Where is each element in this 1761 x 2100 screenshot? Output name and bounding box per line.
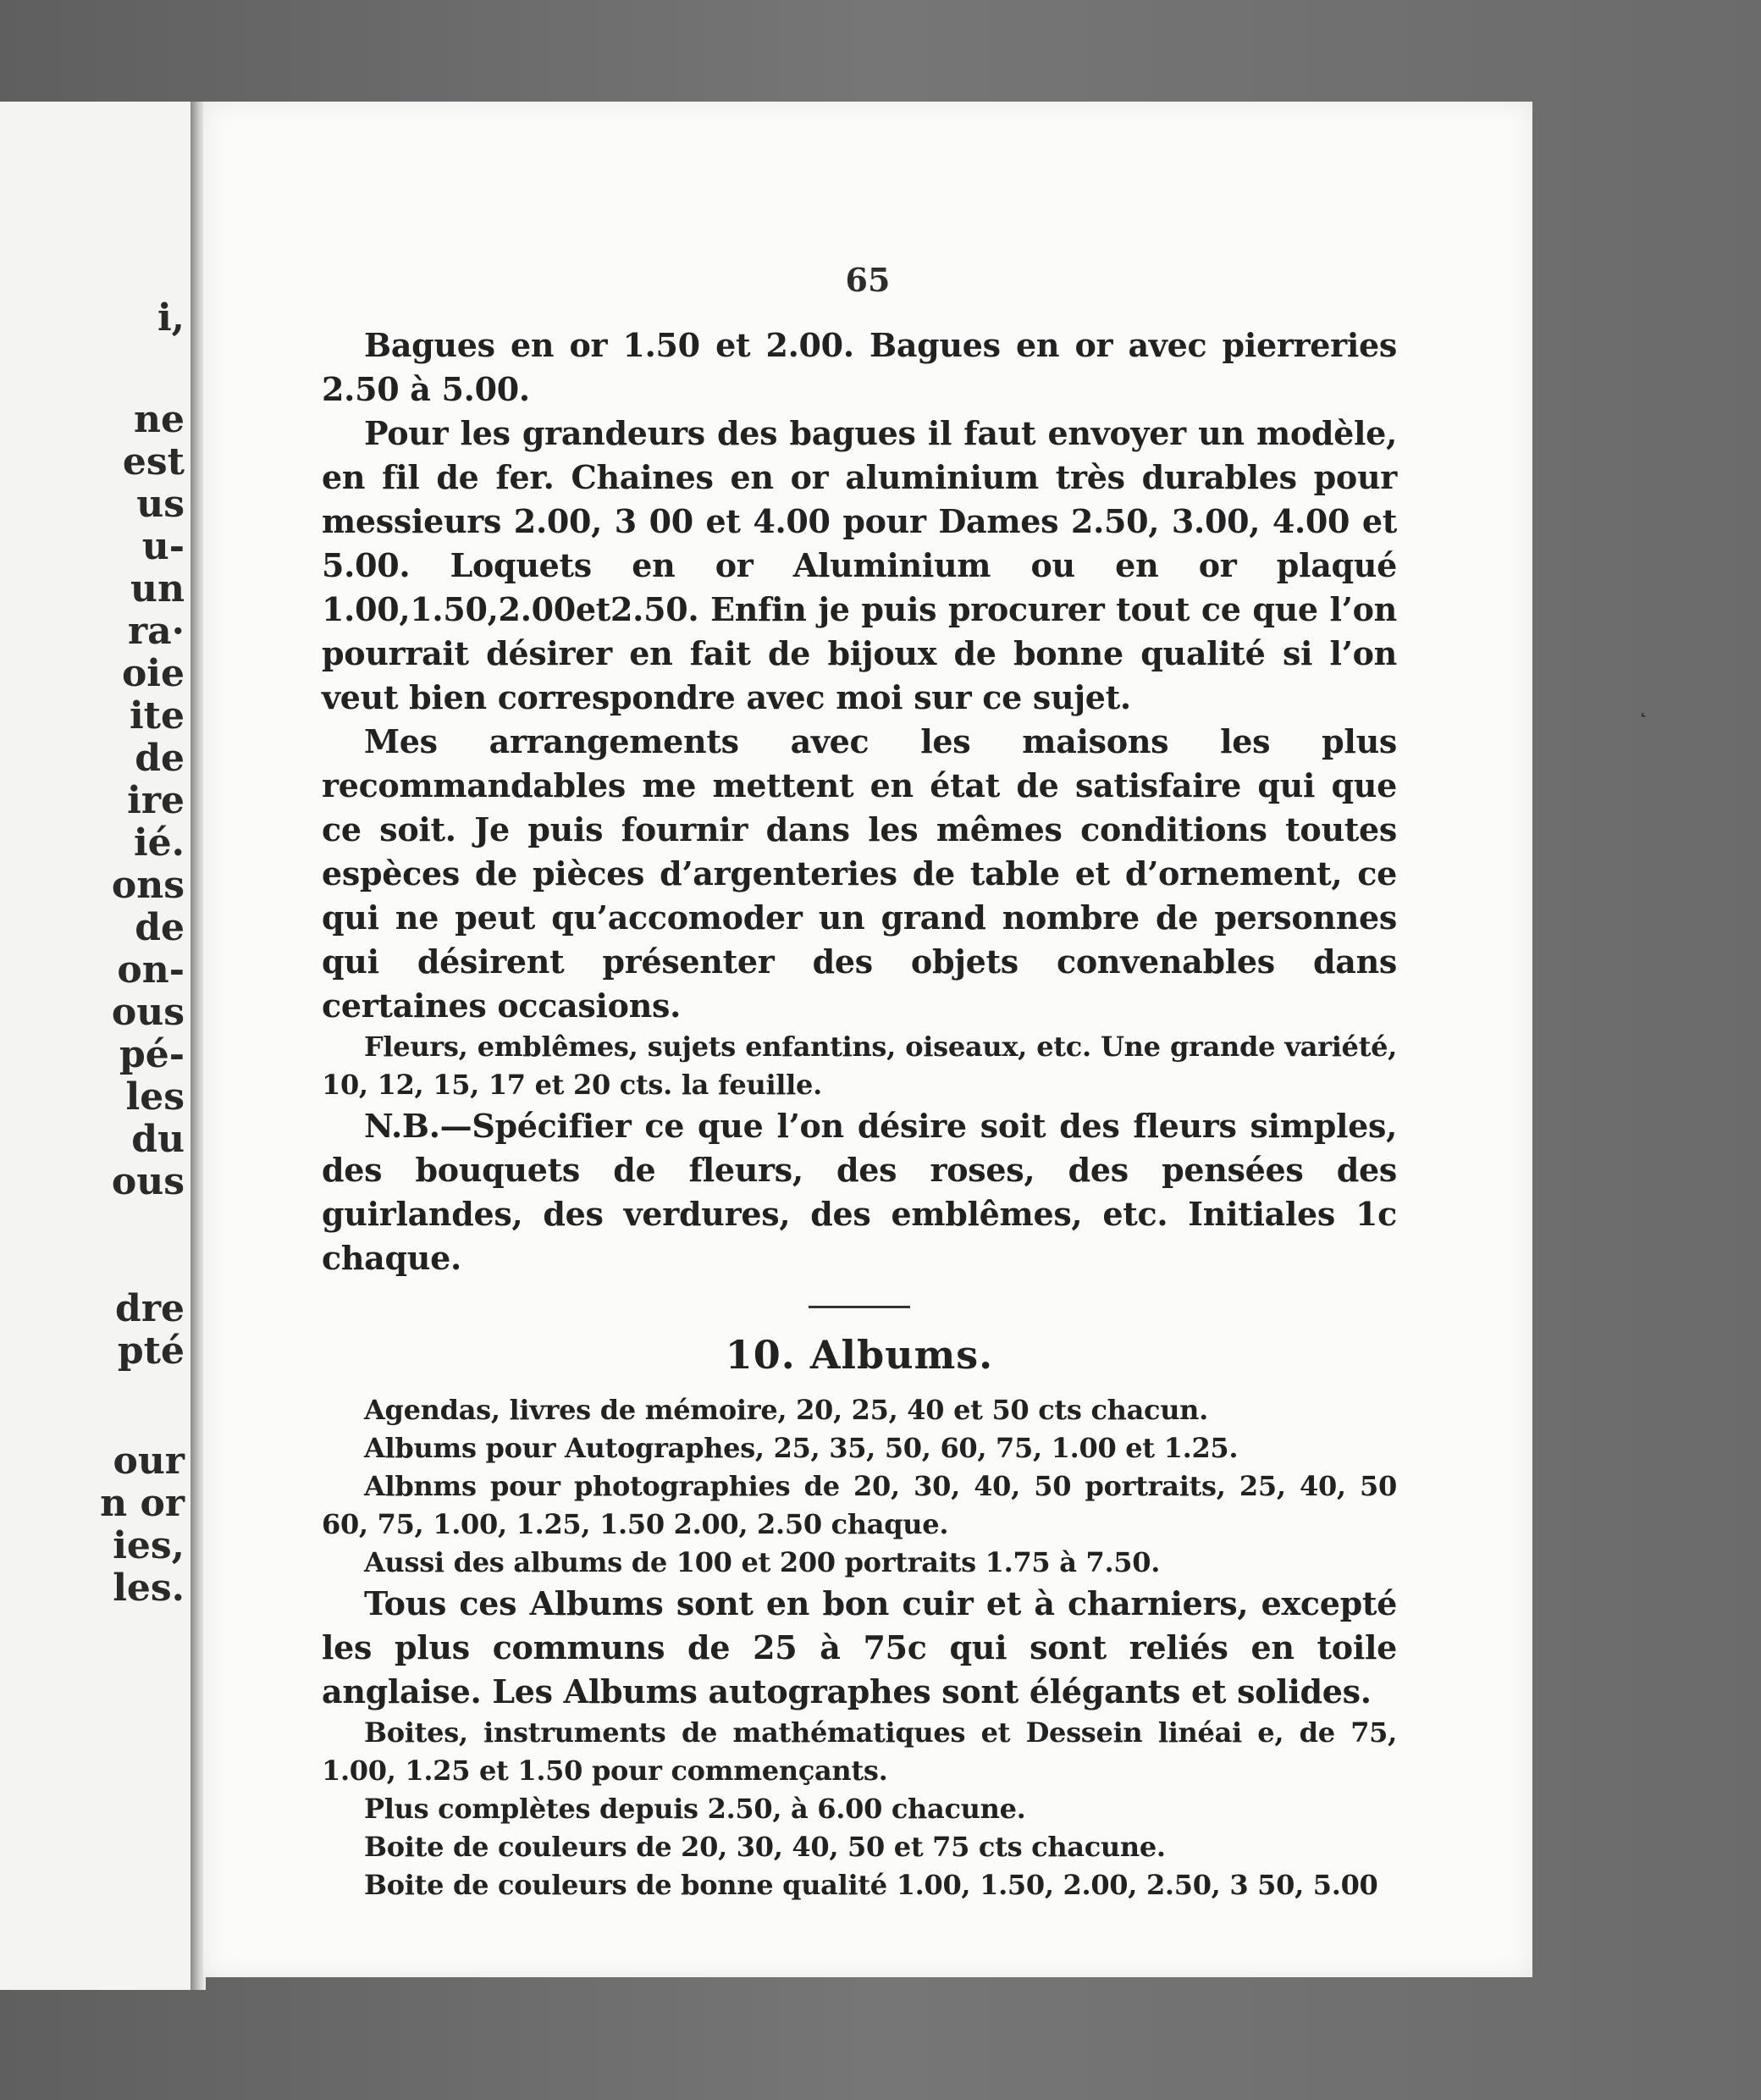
previous-page-fragment: ne	[134, 398, 185, 441]
paragraph-block	[322, 323, 1397, 1280]
paragraph: Boite de couleurs de 20, 30, 40, 50 et 75 cts chacune.	[364, 1831, 1166, 1863]
previous-page-fragment: on-	[117, 948, 185, 992]
previous-page-fragment: ous	[111, 1160, 185, 1203]
previous-page-fragment: dre	[115, 1287, 185, 1330]
previous-page-fragment: est	[122, 440, 185, 484]
paragraph: Aussi des albums de 100 et 200 portraits 1.75 à 7.50.	[364, 1546, 1161, 1578]
previous-page-fragment: ies,	[113, 1524, 185, 1567]
paragraph: Albums pour Autographes, 25, 35, 50, 60, 75, 1.00 et 1.25.	[364, 1432, 1239, 1464]
section-title: 10. Albums.	[725, 1332, 994, 1378]
previous-page-fragment: du	[131, 1118, 185, 1161]
paragraph: Boite de couleurs de bonne qualité 1.00, 1.50, 2.00, 2.50, 3 50, 5.00	[364, 1869, 1378, 1901]
previous-page-fragment: us	[136, 483, 185, 526]
paragraph: Plus complètes depuis 2.50, à 6.00 chacune.	[364, 1793, 1026, 1825]
paragraph: Mes arrangements avec les maisons les plus recommandables me mettent en état de satisfaire qui que ce soit. Je puis fournir dans les mêmes conditions toutes espèces de pièces d’argenteries de table et d’ornement, ce qui ne peut qu’accomoder un grand nombre de personnes qui désirent présenter des objets convenables dans certaines occasions.	[322, 722, 1397, 1025]
paragraph: Tous ces Albums sont en bon cuir et à charniers, excepté les plus communs de 25 à 75c qui sont reliés en toile anglaise. Les Albums autographes sont élégants et solides.	[322, 1584, 1397, 1710]
paragraph: Agendas, livres de mémoire, 20, 25, 40 et 50 cts chacun.	[364, 1394, 1208, 1426]
previous-page-fragment: oie	[121, 652, 185, 695]
paragraph: Fleurs, emblêmes, sujets enfantins, oiseaux, etc. Une grande variété, 10, 12, 15, 17 et 20 cts. la feuille.	[322, 1031, 1397, 1101]
previous-page-fragment: n or	[100, 1482, 185, 1525]
scan-speck: ˛	[1638, 694, 1648, 718]
previous-page-fragment: ons	[111, 864, 185, 907]
previous-page-fragment: ite	[129, 694, 185, 738]
previous-page-fragment: ire	[127, 779, 185, 822]
previous-page-fragment: de	[135, 737, 185, 780]
previous-page-fragment: ous	[111, 991, 185, 1034]
previous-page-fragment: ié.	[133, 821, 185, 865]
paragraph: Boites, instruments de mathématiques et Dessein linéai e, de 75, 1.00, 1.25 et 1.50 pour commençants.	[322, 1716, 1397, 1787]
previous-page-fragment: les	[125, 1075, 185, 1119]
previous-page-fragment: pé-	[119, 1033, 185, 1076]
page-number: 65	[845, 261, 891, 299]
section-paragraph-block	[322, 1391, 1397, 1904]
book-page	[203, 102, 1532, 1977]
previous-page-fragment: pté	[117, 1329, 185, 1373]
paragraph: Bagues en or 1.50 et 2.00. Bagues en or avec pierreries 2.50 à 5.00.	[322, 326, 1397, 408]
previous-page-fragment: our	[113, 1440, 185, 1483]
paragraph: Albnms pour photographies de 20, 30, 40, 50 portraits, 25, 40, 50 60, 75, 1.00, 1.25, 1.50 2.00, 2.50 chaque.	[322, 1470, 1397, 1540]
previous-page-fragment: i,	[157, 296, 185, 340]
paragraph: N.B.—Spécifier ce que l’on désire soit des fleurs simples, des bouquets de fleurs, des roses, des pensées des guirlandes, des verdures, des emblêmes, etc. Initiales 1c chaque.	[322, 1107, 1397, 1277]
previous-page-fragment: u-	[141, 525, 185, 568]
previous-page-edge	[0, 102, 198, 1990]
previous-page-fragment: un	[130, 567, 185, 611]
paragraph: Pour les grandeurs des bagues il faut envoyer un modèle, en fil de fer. Chaines en or aluminium très durables pour messieurs 2.00, 3 00 et 4.00 pour Dames 2.50, 3.00, 4.00 et 5.00. Loquets en or Aluminium ou en or plaqué 1.00,1.50,2.00et2.50. Enfin je puis procurer tout ce que l’on pourrait désirer en fait de bijoux de bonne qualité si l’on veut bien correspondre avec moi sur ce sujet.	[322, 414, 1397, 716]
page-content	[322, 323, 1397, 1904]
previous-page-fragment: ra·	[127, 610, 185, 653]
previous-page-fragment: les.	[113, 1567, 185, 1610]
section-divider	[809, 1306, 910, 1308]
previous-page-fragment: de	[135, 906, 185, 949]
